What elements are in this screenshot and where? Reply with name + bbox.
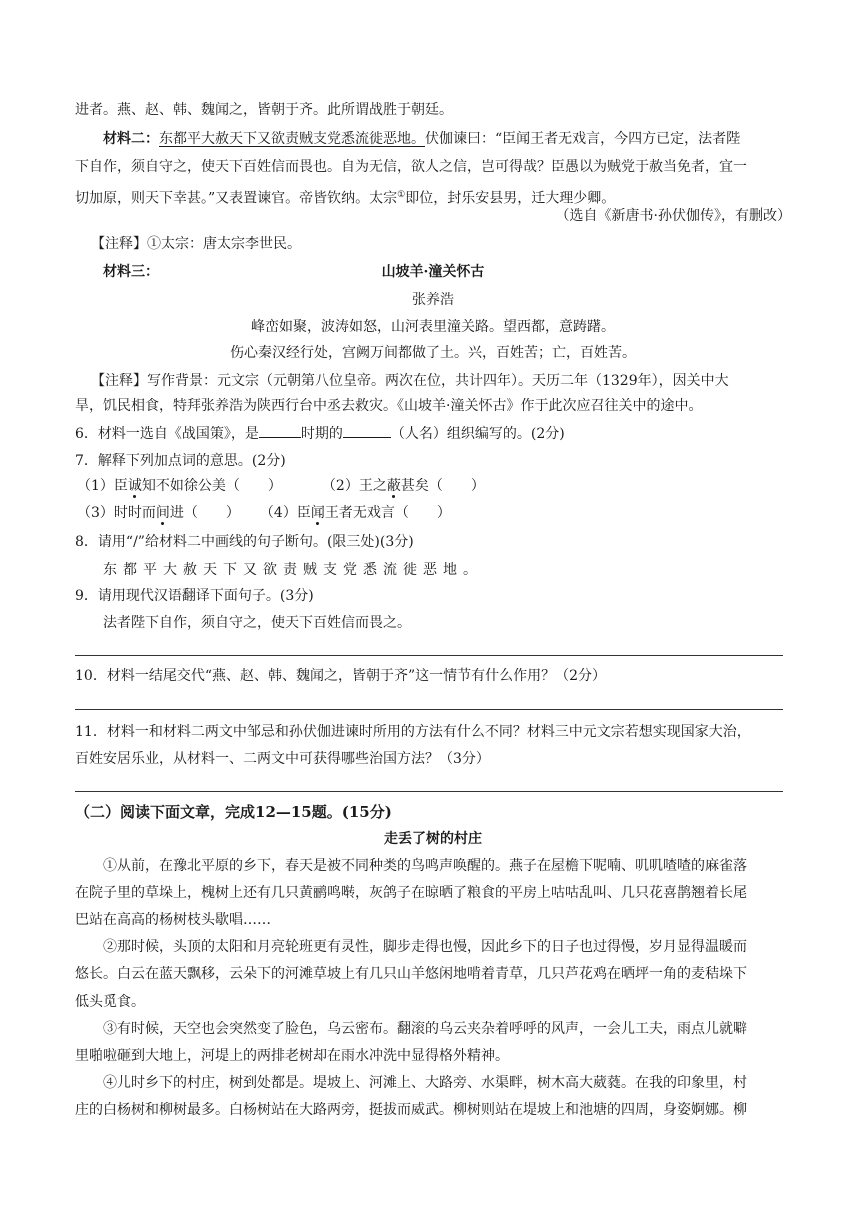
answer-blank[interactable] xyxy=(259,423,301,438)
paragraph-line: ④儿时乡下的村庄，树到处都是。堤坡上、河滩上、大路旁、水渠畔，树木高大葳蕤。在我的印象里，村 xyxy=(103,1075,747,1091)
paragraph-line: ②那时候，头顶的太阳和月亮轮班更有灵性，脚步走得也慢，因此乡下的日子也过得慢，岁月显得温暖而 xyxy=(103,939,747,955)
source-citation: （选自《新唐书·孙伏伽传》，有删改） xyxy=(555,208,791,224)
text-span: 切加原，则天下幸甚。”又表置谏官。帝皆钦纳。太宗 xyxy=(75,190,398,207)
question-8-sentence: 东都平大赦天下又欲责贼支党悉流徙恶地。 xyxy=(103,562,483,578)
question-11: 百姓安居乐业，从材料一、二两文中可获得哪些治国方法？（3分） xyxy=(75,751,490,767)
answer-line[interactable] xyxy=(75,709,783,710)
material-two-line xyxy=(103,129,791,149)
note-line: 旱，饥民相食，特拜张养浩为陕西行台中丞去救灾。《山坡羊·潼关怀古》作于此次应召往关中的途中。 xyxy=(75,398,703,414)
question-7: 7．解释下列加点词的意思。(2分) xyxy=(75,453,286,469)
paragraph-line: ③有时候，天空也会突然变了脸色，乌云密布。翻滚的乌云夹杂着呼呼的风声，一会儿工夫，雨点儿就噼 xyxy=(103,1021,747,1037)
text-span: 6．材料一选自《战国策》，是 xyxy=(75,426,259,442)
paragraph-line: 里啪啦砸到大地上，河堤上的两排老树却在雨水冲洗中显得格外精神。 xyxy=(75,1048,509,1064)
underlined-sentence: 东都平大赦天下又欲责贼支党悉流徙恶地。 xyxy=(159,131,425,147)
sub-item: （1）臣诚知不如徐公美（ ） xyxy=(77,478,282,494)
text-span: 伏伽谏曰：“臣闻王者无戏言，今四方已定，法者陛 xyxy=(425,131,741,147)
sub-item: （3）时时而间进（ ） xyxy=(77,505,240,521)
paragraph-line: 悠长。白云在蓝天飘移，云朵下的河滩草坡上有几只山羊悠闲地啃着青草，几只芦花鸡在晒坪一角的麦秸垛下 xyxy=(75,966,747,982)
text-span: （人名）组织编写的。(2分) xyxy=(390,426,565,442)
text-span: 即位，封乐安县男，迁大理少卿。 xyxy=(405,190,616,207)
question-7-row xyxy=(77,503,793,523)
question-10: 10．材料一结尾交代“燕、赵、韩、魏闻之，皆朝于齐”这一情节有什么作用？（2分） xyxy=(75,668,607,684)
text-line: 进者。燕、赵、韩、魏闻之，皆朝于齐。此所谓战胜于朝廷。 xyxy=(75,102,453,118)
article-title: 走丢了树的村庄 xyxy=(384,831,482,847)
material-two-label: 材料二： xyxy=(103,131,159,147)
text-line: 下自作，须自守之，使天下百姓信而畏也。自为无信，欲人之信，岂可得哉？臣愚以为贼党于赦当免者，宜一 xyxy=(75,159,747,175)
answer-line[interactable] xyxy=(75,791,783,792)
paragraph-line: 在院子里的草垛上，槐树上还有几只黄鹂鸣啭，灰鸽子在晾晒了粮食的平房上咕咕乱叫、几只花喜鹊翘着长尾 xyxy=(75,885,747,901)
question-6 xyxy=(75,423,791,444)
paragraph-line: 低头觅食。 xyxy=(75,994,145,1010)
sub-item: （4）臣闻王者无戏言（ ） xyxy=(259,505,451,521)
section-heading: （二）阅读下面文章，完成12—15题。(15分) xyxy=(75,803,392,821)
poem-line: 伤心秦汉经行处，宫阙万间都做了土。兴，百姓苦；亡，百姓苦。 xyxy=(230,345,636,361)
paragraph-line: 庄的白杨树和柳树最多。白杨树站在大路两旁，挺拔而威武。柳树则站在堤坡上和池塘的四周，身姿婀娜。柳 xyxy=(75,1102,747,1118)
paragraph-line: ①从前，在豫北平原的乡下，春天是被不同种类的鸟鸣声唤醒的。燕子在屋檐下呢喃、叽叽喳喳的麻雀落 xyxy=(103,858,747,874)
note-line: 【注释】①太宗：唐太宗李世民。 xyxy=(91,236,301,252)
note-line: 【注释】写作背景：元文宗（元朝第八位皇帝。两次在位，共计四年）。天历二年（1329年），因关中大 xyxy=(91,373,729,389)
text-span: 时期的 xyxy=(300,426,343,442)
question-11: 11．材料一和材料二两文中邹忌和孙伏伽进谏时所用的方法有什么不同？材料三中元文宗若想实现国家大治， xyxy=(75,724,751,740)
sub-item: （2）王之蔽甚矣（ ） xyxy=(321,478,485,494)
footnote-marker: ① xyxy=(397,190,406,200)
question-7-row xyxy=(77,476,793,496)
poem-author: 张养浩 xyxy=(412,292,454,308)
paragraph-line: 巴站在高高的杨树枝头歇唱…… xyxy=(75,912,271,928)
poem-line: 峰峦如聚，波涛如怒，山河表里潼关路。望西都，意踌躇。 xyxy=(251,319,615,335)
poem-title: 山坡羊·潼关怀古 xyxy=(381,264,485,280)
answer-line[interactable] xyxy=(75,655,783,656)
question-9-sentence: 法者陛下自作，须自守之，使天下百姓信而畏之。 xyxy=(103,615,411,631)
question-8: 8．请用“/”给材料二中画线的句子断句。(限三处)(3分) xyxy=(75,534,414,550)
question-9: 9．请用现代汉语翻译下面句子。(3分) xyxy=(75,588,314,604)
material-three-label: 材料三： xyxy=(103,264,159,280)
answer-blank[interactable] xyxy=(343,423,391,438)
